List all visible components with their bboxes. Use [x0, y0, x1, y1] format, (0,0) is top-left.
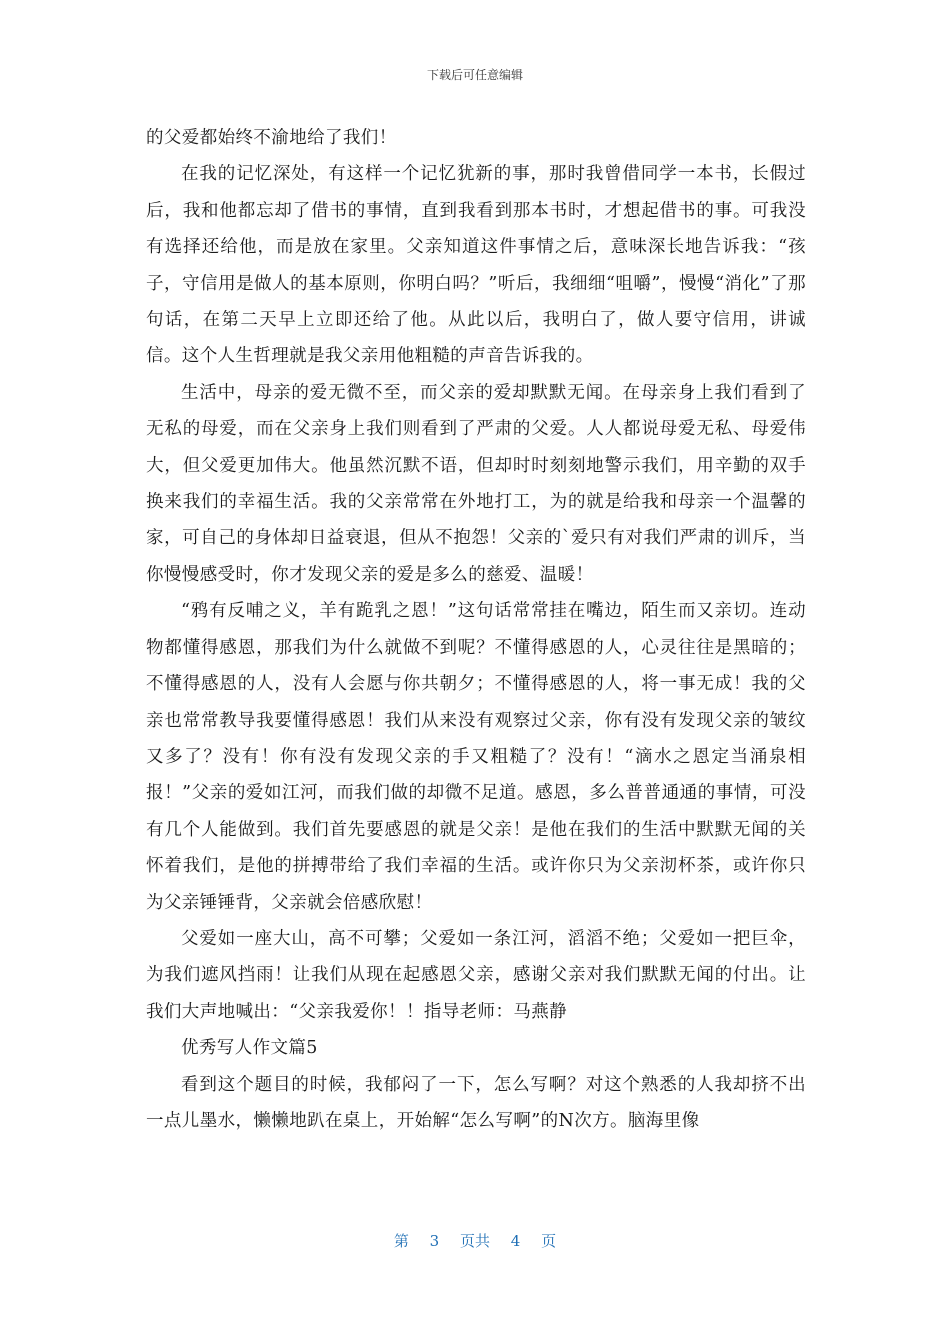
page-header: 下载后可任意编辑: [426, 68, 523, 82]
paragraph: 父爱如一座大山，高不可攀；父爱如一条江河，滔滔不绝；父爱如一把巨伞，为我们遮风挡雨！让我们从现在起感恩父亲，感谢父亲对我们默默无闻的付出。让我们大声地喊出：“父亲我爱你！！指导老师：马燕静: [146, 928, 806, 1022]
paragraph: 在我的记忆深处，有这样一个记忆犹新的事，那时我曾借同学一本书，长假过后，我和他都忘却了借书的事情，直到我看到那本书时，才想起借书的事。可我没有选择还给他，而是放在家里。父亲知道这件事情之后，意味深长地告诉我：“孩子，守信用是做人的基本原则，你明白吗？”听后，我细细“咀嚼”，慢慢“消化”了那句话，在第二天早上立即还给了他。从此以后，我明白了，做人要守信用，讲诚信。这个人生哲理就是我父亲用他粗糙的声音告诉我的。: [146, 164, 806, 367]
current-page-number: 3: [429, 1232, 440, 1250]
total-pages-number: 4: [510, 1232, 521, 1250]
paragraph-continuation: 的父爱都始终不渝地给了我们！: [146, 128, 397, 148]
page-footer: [0, 1230, 950, 1251]
paragraph: 生活中，母亲的爱无微不至，而父亲的爱却默默无闻。在母亲身上我们看到了无私的母爱，而在父亲身上我们则看到了严肃的父爱。人人都说母爱无私、母爱伟大，但父爱更加伟大。他虽然沉默不语，但却时时刻刻地警示我们，用辛勤的双手换来我们的幸福生活。我的父亲常常在外地打工，为的就是给我和母亲一个温馨的家，可自己的身体却日益衰退，但从不抱怨！父亲的`爱只有对我们严肃的训斥，当你慢慢感受时，你才发现父亲的爱是多么的慈爱、温暖！: [146, 382, 806, 585]
document-body: [146, 120, 806, 1139]
page-label-prefix: 第: [393, 1232, 409, 1250]
paragraph: 看到这个题目的时候，我郁闷了一下，怎么写啊？对这个熟悉的人我却挤不出一点儿墨水，懒懒地趴在桌上，开始解“怎么写啊”的N次方。脑海里像: [146, 1074, 806, 1131]
paragraph: “鸦有反哺之义，羊有跪乳之恩！”这句话常常挂在嘴边，陌生而又亲切。连动物都懂得感恩，那我们为什么就做不到呢？不懂得感恩的人，心灵往往是黑暗的；不懂得感恩的人，没有人会愿与你共朝夕；不懂得感恩的人，将一事无成！我的父亲也常常教导我要懂得感恩！我们从来没有观察过父亲，你有没有发现父亲的皱纹又多了？没有！你有没有发现父亲的手又粗糙了？没有！“滴水之恩定当涌泉相报！”父亲的爱如江河，而我们做的却微不足道。感恩，多么普普通通的事情，可没有几个人能做到。我们首先要感恩的就是父亲！是他在我们的生活中默默无闻的关怀着我们，是他的拼搏带给了我们幸福的生活。或许你只为父亲沏杯茶，或许你只为父亲锤锤背，父亲就会倍感欣慰！: [146, 601, 806, 913]
section-heading: 优秀写人作文篇5: [181, 1038, 318, 1059]
page-label-suffix: 页: [541, 1232, 557, 1250]
page-label-mid: 页共: [459, 1232, 490, 1250]
